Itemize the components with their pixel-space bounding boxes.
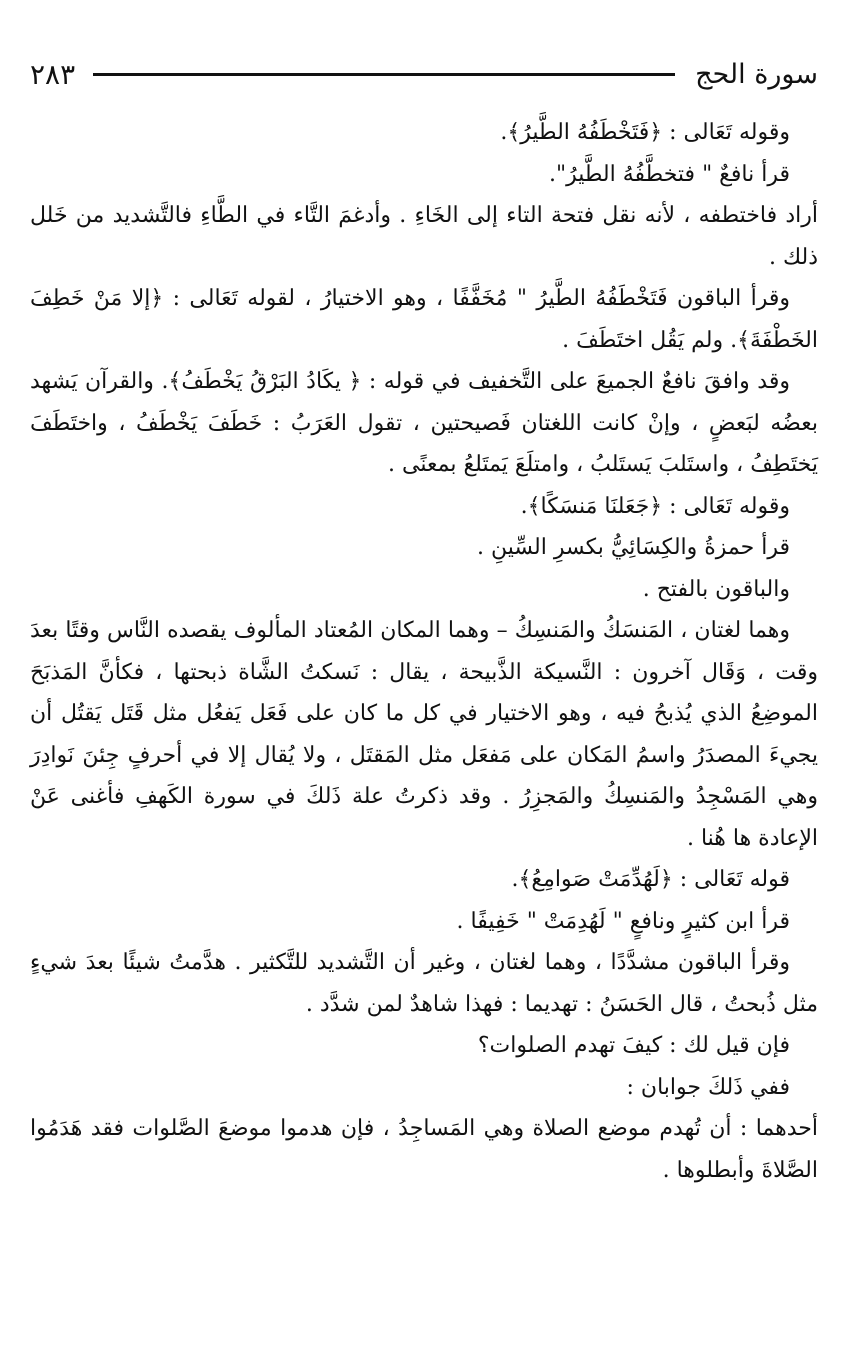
paragraph: أراد فاختطفه ، لأنه نقل فتحة التاء إلى الخَاءِ . وأدغمَ التَّاء في الطَّاءِ فالتَّشديد من خَلل ذلك . [30, 203, 818, 270]
paragraph: أحدهما : أن تُهدم موضع الصلاة وهي المَساجِدُ ، فإن هدموا موضعَ الصَّلوات فقد هَدَمُوا الصَّلاةَ وأبطلوها . [30, 1116, 818, 1183]
paragraph: وقرأ الباقون مشدَّدًا ، وهما لغتان ، وغير أن التَّشديد للتَّكثير . هدَّمتُ شيئًا بعدَ شيءٍ مثل ذُبحتُ ، قال الحَسَنُ : تهديما : فهذا شاهدٌ لمن شدَّد . [30, 950, 818, 1017]
paragraph: قرأ حمزةُ والكِسَائِيُّ بكسرِ السِّينِ . [477, 535, 790, 560]
body-text [30, 112, 818, 1191]
paragraph: والباقون بالفتح . [642, 576, 790, 602]
paragraph: وقوله تَعَالى : ﴿جَعَلنَا مَنسَكًا﴾. [520, 493, 790, 519]
paragraph: ففي ذَلكَ جوابان : [626, 1074, 790, 1100]
paragraph: وقد وافقَ نافعٌ الجميعَ على التَّخفيف في قوله : ﴿ يكَادُ البَرْقُ يَخْطَفُ﴾. والقرآن يَشهد بعضُه لبَعضٍ ، وإنْ كانت اللغتان فَصيحتين ، تقول العَرَبُ : خَطَفَ يَخْطَفُ ، واختَطَفَ يَختَطِفُ ، واستَلبَ يَستَلبُ ، وامتلَعَ يَمتَلعُ بمعنًى . [30, 369, 818, 477]
page [30, 52, 818, 1191]
header-rule [93, 73, 675, 76]
page-number: ٢٨٣ [30, 57, 76, 91]
paragraph: فإن قيل لك : كيفَ تهدم الصلوات؟ [477, 1033, 790, 1058]
paragraph: وهما لغتان ، المَنسَكُ والمَنسِكُ – وهما المكان المُعتاد المألوف يقصده النَّاس وقتًا بعدَ وقت ، وَقَال آخرون : النَّسيكة الذَّبيحة ، يقال : نَسكتُ الشَّاة ذبحتها ، فكأنَّ المَذبَحَ الموضِعُ الذي يُذبحُ فيه ، وهو الاختيار في كل ما كان على فَعَل يَفعُل مثل قَتَل يَقتُل أن يجيءَ المصدَرُ واسمُ المَكان على مَفعَل مثل المَقتَل ، ولا يُقال إلا في أحرفٍ جِئنَ نَوادِرَ وهي المَسْجِدُ والمَنسِكُ والمَجزِرُ . وقد ذكرتُ علة ذَلكَ في سورة الكَهفِ فأغنى عَنْ الإعادة ها هُنا . [30, 618, 818, 851]
paragraph: وقوله تَعَالى : ﴿فَتَخْطَفُهُ الطَّيرُ﴾. [500, 120, 790, 145]
paragraph: قرأ ابن كثيرٍ ونافعٍ " لَهُدِمَتْ " خَفِيفًا . [456, 908, 790, 934]
running-header [30, 52, 818, 96]
paragraph: قرأ نافعٌ " فتخطَّفُهُ الطَّيرُ". [549, 161, 790, 187]
paragraph: قوله تَعَالى : ﴿لَهُدِّمَتْ صَوامِعُ﴾. [511, 867, 790, 892]
paragraph: وقرأ الباقون فَتَخْطَفُهُ الطَّيرُ " مُخَفَّفًا ، وهو الاختيارُ ، لقوله تَعَالى : ﴿إلا مَنْ خَطِفَ الخَطْفَةَ﴾. ولم يَقُل اختَطَفَ . [30, 286, 818, 353]
surah-title: سورة الحج [695, 58, 818, 90]
